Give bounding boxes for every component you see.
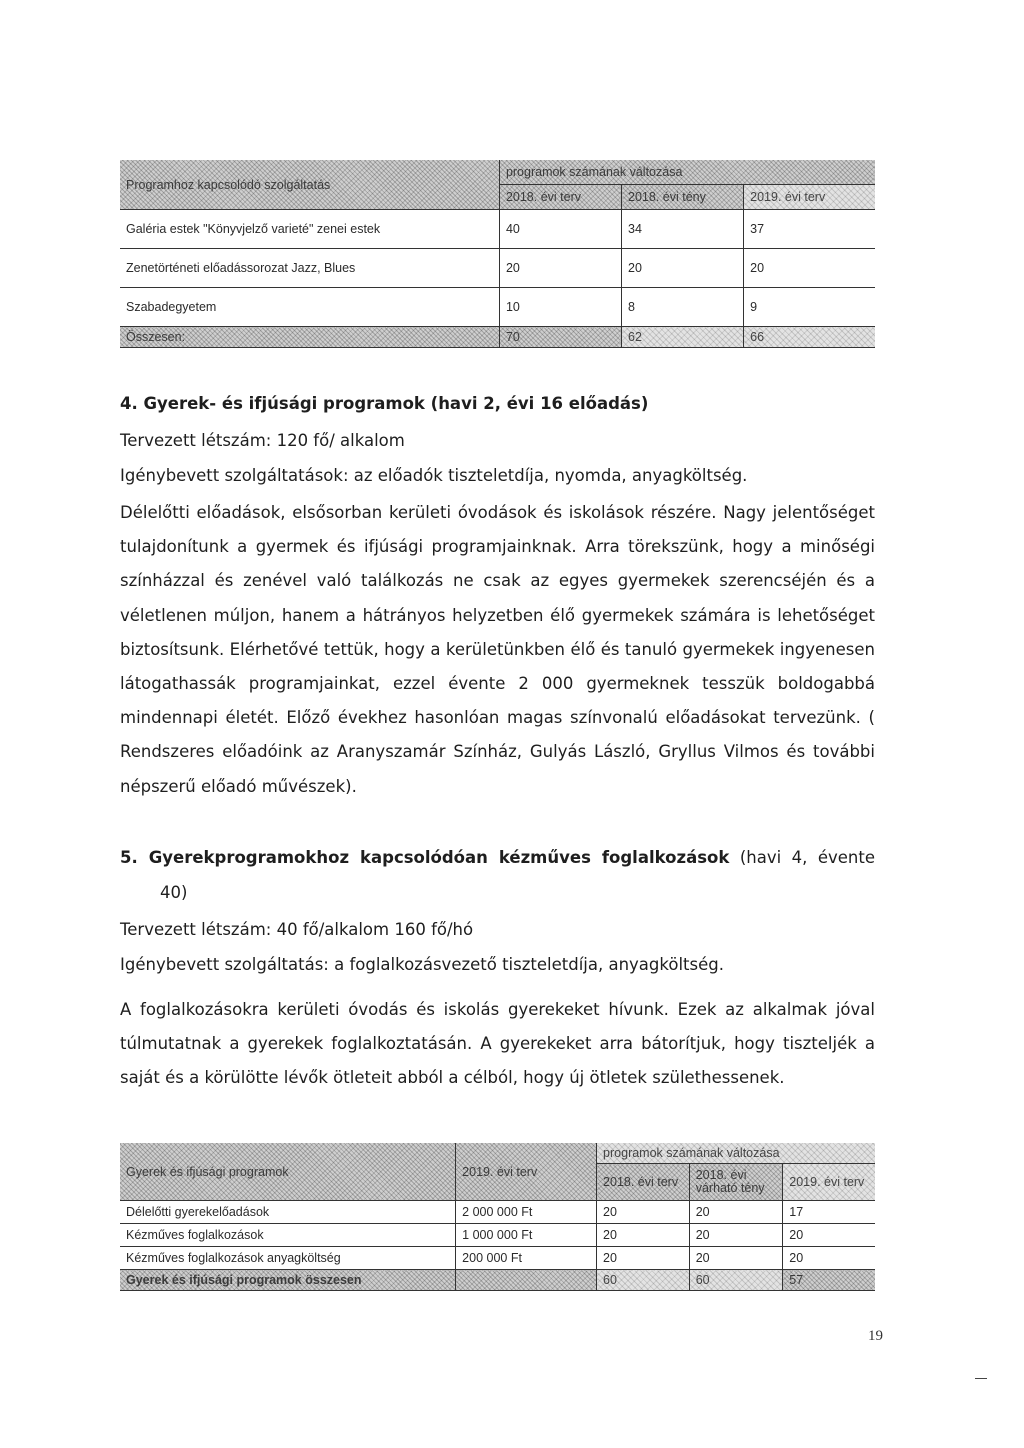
cell-value: 20 bbox=[689, 1224, 783, 1247]
section-4-heading: 4. Gyerek- és ifjúsági programok (havi 2, évi 16 előadás) bbox=[120, 394, 649, 413]
total-value: 66 bbox=[744, 327, 875, 348]
table-row bbox=[120, 288, 875, 327]
row-label: Galéria estek "Könyvjelző varieté" zenei estek bbox=[120, 210, 499, 249]
cell-value: 20 bbox=[597, 1247, 690, 1270]
cell-money: 1 000 000 Ft bbox=[456, 1224, 597, 1247]
cell-value: 20 bbox=[783, 1224, 875, 1247]
row-label: Kézműves foglalkozások anyagköltség bbox=[120, 1247, 456, 1270]
table2-header-label: Gyerek és ifjúsági programok bbox=[120, 1143, 456, 1201]
cell-money: 2 000 000 Ft bbox=[456, 1201, 597, 1224]
table-row bbox=[120, 210, 875, 249]
children-programs-table bbox=[120, 1143, 875, 1291]
total-value: 70 bbox=[499, 327, 621, 348]
scan-mark bbox=[975, 1378, 987, 1379]
page-number: 19 bbox=[868, 1328, 883, 1344]
total-label: Összesen: bbox=[120, 327, 499, 348]
section-5-heading-bold: 5. Gyerekprogramokhoz kapcsolódóan kézműves foglalkozások bbox=[120, 848, 730, 867]
cell-value: 20 bbox=[783, 1247, 875, 1270]
cell-value: 20 bbox=[597, 1224, 690, 1247]
row-label: Délelőtti gyerekelőadások bbox=[120, 1201, 456, 1224]
table2-header-money: 2019. évi terv bbox=[456, 1143, 597, 1201]
table-row bbox=[120, 1201, 875, 1224]
table-row bbox=[120, 1224, 875, 1247]
section-5-heading-rest: (havi 4, évente bbox=[729, 848, 875, 867]
table-total-row bbox=[120, 327, 875, 348]
total-value: 57 bbox=[783, 1270, 875, 1291]
cell-value: 20 bbox=[689, 1201, 783, 1224]
cell-value: 10 bbox=[499, 288, 621, 327]
section-4-paragraph: Délelőtti előadások, elsősorban kerületi óvodások és iskolások részére. Nagy jelentőséget tulajdonítunk a gyermek és ifjúsági programjainknak. Arra törekszünk, hogy a minőségi színházzal és zenével való találkozás ne csak az egyes gyermekek szerencséjén és a véletlenen múljon, hanem a hátrányos helyzetben élő gyermekek számára is lehetőséget biztosítsunk. Elérhetővé tettük, hogy a kerületünkben élő és tanuló gyermekek ingyenesen látogathassák programjainkat, ezzel évente 2 000 gyermeknek tesszük boldogabbá mindennapi életét. Előző évekhez hasonlóan magas színvonalú előadásokat tervezünk. ( Rendszeres előadóink az Aranyszamár Színház, Gulyás László, Gryllus Vilmos és további népszerű előadó művészek). bbox=[120, 503, 875, 796]
table-row bbox=[120, 249, 875, 288]
cell-value: 20 bbox=[499, 249, 621, 288]
section-4-services: Igénybevett szolgáltatások: az előadók tiszteletdíja, nyomda, anyagköltség. bbox=[120, 466, 748, 485]
cell-value: 20 bbox=[597, 1201, 690, 1224]
total-money bbox=[456, 1270, 597, 1291]
table2-header-col-3: 2019. évi terv bbox=[783, 1164, 875, 1201]
table1-header-label: Programhoz kapcsolódó szolgáltatás bbox=[120, 160, 499, 210]
section-5-paragraph: A foglalkozásokra kerületi óvodás és iskolás gyerekeket hívunk. Ezek az alkalmak jóval túlmutatnak a gyerekek foglalkoztatásán. A gyerekeket arra bátorítjuk, hogy tiszteljék a saját és a körülötte lévők ötleteit abból a célból, hogy új ötletek születhessenek. bbox=[120, 1000, 875, 1088]
cell-value: 34 bbox=[622, 210, 744, 249]
section-5-heading bbox=[120, 841, 875, 875]
table1-header-col-1: 2018. évi terv bbox=[499, 185, 621, 210]
table-row bbox=[120, 1247, 875, 1270]
table1-header-group: programok számának változása bbox=[499, 160, 875, 185]
program-services-table bbox=[120, 160, 875, 348]
table1-header-col-3: 2019. évi terv bbox=[744, 185, 875, 210]
cell-value: 17 bbox=[783, 1201, 875, 1224]
cell-value: 8 bbox=[622, 288, 744, 327]
section-5-headcount: Tervezett létszám: 40 fő/alkalom 160 fő/hó bbox=[120, 920, 474, 939]
total-value: 62 bbox=[622, 327, 744, 348]
total-value: 60 bbox=[597, 1270, 690, 1291]
cell-value: 20 bbox=[744, 249, 875, 288]
section-5-heading-cont: 40) bbox=[160, 883, 188, 902]
section-4-headcount: Tervezett létszám: 120 fő/ alkalom bbox=[120, 431, 405, 450]
table2-header-col-1: 2018. évi terv bbox=[597, 1164, 690, 1201]
total-value: 60 bbox=[689, 1270, 783, 1291]
row-label: Kézműves foglalkozások bbox=[120, 1224, 456, 1247]
cell-value: 20 bbox=[689, 1247, 783, 1270]
table-total-row bbox=[120, 1270, 875, 1291]
cell-value: 9 bbox=[744, 288, 875, 327]
cell-money: 200 000 Ft bbox=[456, 1247, 597, 1270]
table2-header-col-2: 2018. évi várható tény bbox=[689, 1164, 783, 1201]
row-label: Szabadegyetem bbox=[120, 288, 499, 327]
cell-value: 37 bbox=[744, 210, 875, 249]
table1-header-col-2: 2018. évi tény bbox=[622, 185, 744, 210]
cell-value: 40 bbox=[499, 210, 621, 249]
section-5-services: Igénybevett szolgáltatás: a foglalkozásvezető tiszteletdíja, anyagköltség. bbox=[120, 955, 724, 974]
total-label: Gyerek és ifjúsági programok összesen bbox=[120, 1270, 456, 1291]
table2-header-group: programok számának változása bbox=[597, 1143, 875, 1164]
cell-value: 20 bbox=[622, 249, 744, 288]
row-label: Zenetörténeti előadássorozat Jazz, Blues bbox=[120, 249, 499, 288]
